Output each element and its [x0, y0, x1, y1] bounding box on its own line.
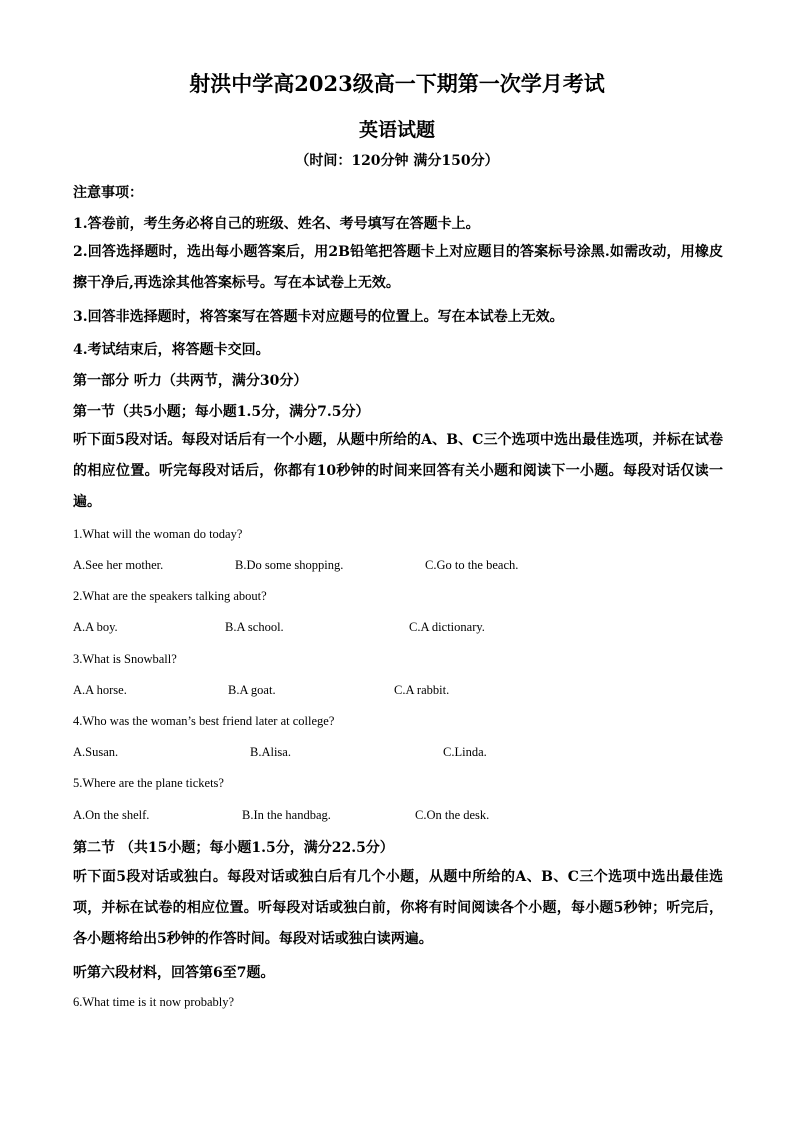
q2-option-a: A.A boy. [73, 620, 118, 634]
note-item-4: 4.考试结束后，将答题卡交回。 [73, 342, 270, 358]
note-item-2: 2.回答选择题时，选出每小题答案后，用2B铅笔把答题卡上对应题目的答案标号涂黑.如需改动，用橡皮擦干净后,再选涂其他答案标号。写在本试卷上无效。 [73, 244, 723, 291]
subject-title: 英语试题 [358, 119, 435, 141]
question-5: 5.Where are the plane tickets? [73, 776, 224, 790]
q2-option-c: C.A dictionary. [409, 620, 485, 634]
question-6: 6.What time is it now probably? [73, 995, 235, 1009]
time-info: （时间：120分钟 满分150分） [295, 153, 499, 169]
q1-option-a: A.See her mother. [73, 558, 164, 572]
q5-option-a: A.On the shelf. [73, 808, 150, 822]
q3-option-b: B.A goat. [228, 683, 276, 697]
section2-instructions: 听下面5段对话或独白。每段对话或独白后有几个小题，从题中所给的A、B、C三个选项中选出最佳选项，并标在试卷的相应位置。听每段对话或独白前，你将有时间阅读各个小题，每小题5秒钟；听完后，各小题将给出5秒钟的作答时间。每段对话或独白读两遍。 [73, 869, 723, 947]
q4-option-a: A.Susan. [73, 745, 119, 759]
section1-heading: 第一节（共5小题；每小题1.5分，满分7.5分） [73, 404, 370, 420]
note-item-3: 3.回答非选择题时，将答案写在答题卡对应题号的位置上。写在本试卷上无效。 [73, 309, 564, 325]
material-6-heading: 听第六段材料，回答第6至7题。 [73, 965, 275, 981]
q5-option-b: B.In the handbag. [242, 808, 331, 822]
note-item-1: 1.答卷前，考生务必将自己的班级、姓名、考号填写在答题卡上。 [73, 216, 480, 232]
section2-heading: 第二节 （共15小题；每小题1.5分，满分22.5分） [73, 840, 394, 856]
question-4: 4.Who was the woman’s best friend later at college? [73, 714, 335, 728]
q2-option-b: B.A school. [225, 620, 284, 634]
notes-heading: 注意事项： [73, 185, 143, 201]
question-3: 3.What is Snowball? [73, 652, 177, 666]
question-2: 2.What are the speakers talking about? [73, 589, 267, 603]
q1-option-c: C.Go to the beach. [425, 558, 519, 572]
q4-option-c: C.Linda. [443, 745, 487, 759]
part1-heading: 第一部分 听力（共两节，满分30分） [73, 373, 308, 389]
section1-instructions: 听下面5段对话。每段对话后有一个小题，从题中所给的A、B、C三个选项中选出最佳选项，并标在试卷的相应位置。听完每段对话后，你都有10秒钟的时间来回答有关小题和阅读下一小题。每段对话仅读一遍。 [73, 432, 723, 510]
q3-option-a: A.A horse. [73, 683, 127, 697]
q1-option-b: B.Do some shopping. [235, 558, 344, 572]
question-1: 1.What will the woman do today? [73, 527, 243, 541]
q5-option-c: C.On the desk. [415, 808, 490, 822]
q4-option-b: B.Alisa. [250, 745, 291, 759]
exam-title: 射洪中学高2023级高一下期第一次学月考试 [189, 71, 605, 96]
q3-option-c: C.A rabbit. [394, 683, 450, 697]
